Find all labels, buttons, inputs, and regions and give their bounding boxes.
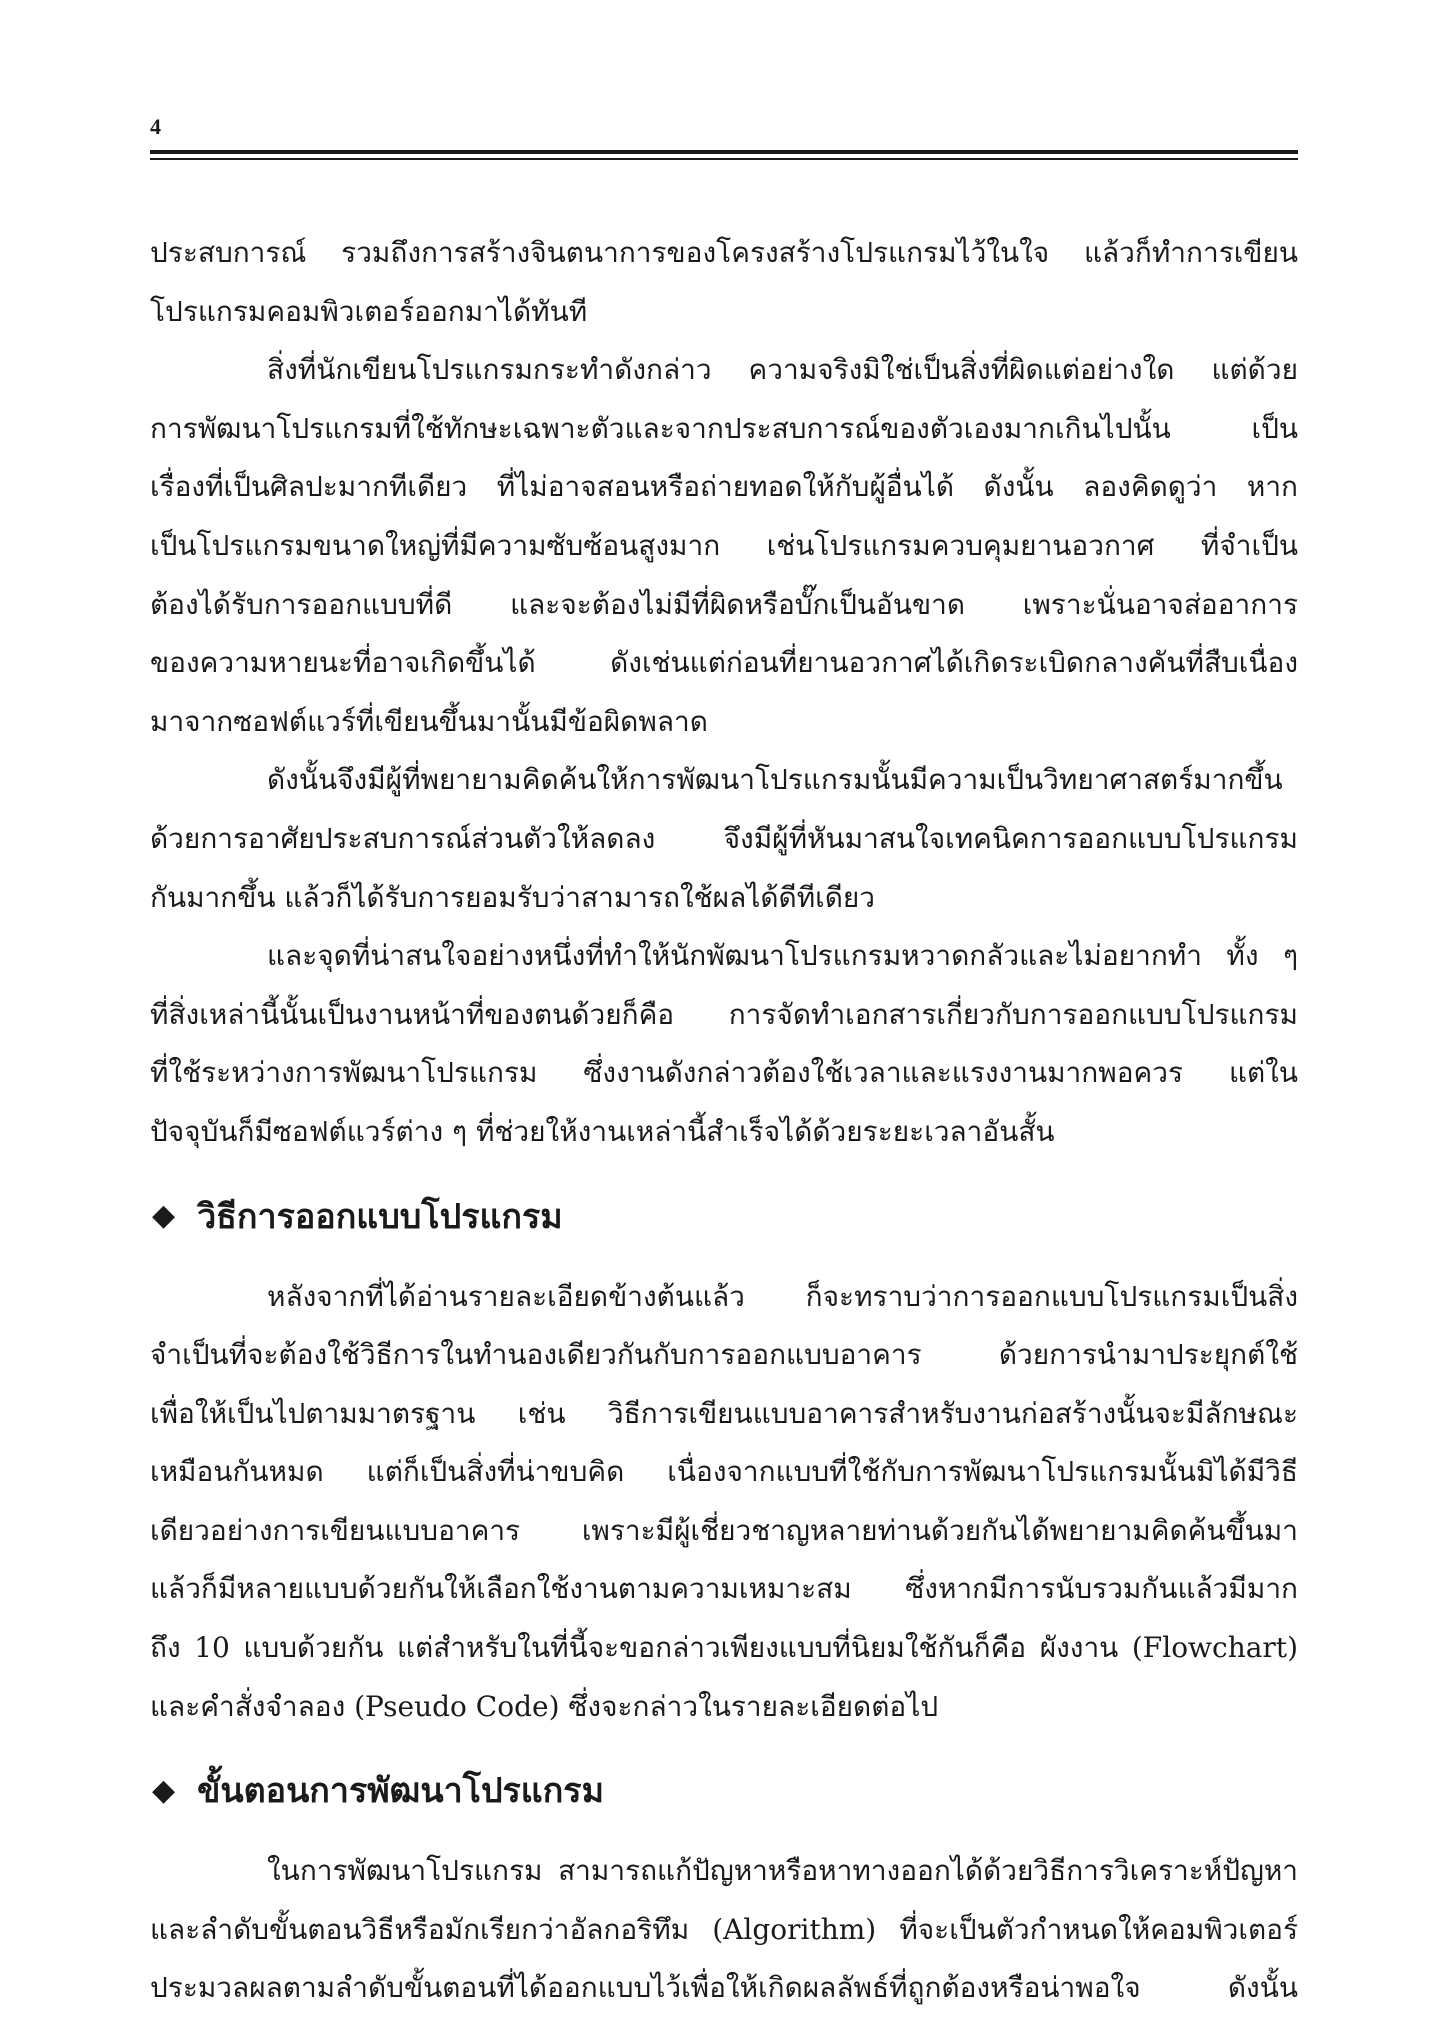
text-line: เป็นโปรแกรมขนาดใหญ่ที่มีความซับซ้อนสูงมาก เช่นโปรแกรมควบคุมยานอวกาศ ที่จำเป็น xyxy=(150,528,1298,562)
text-line: เรื่องที่เป็นศิลปะมากทีเดียว ที่ไม่อาจสอนหรือถ่ายทอดให้กับผู้อื่นได้ ดังนั้น ลองคิดดูว่า หาก xyxy=(150,470,1298,504)
text-line: และจุดที่น่าสนใจอย่างหนึ่งที่ทำให้นักพัฒนาโปรแกรมหวาดกลัวและไม่อยากทำ ทั้ง ๆ xyxy=(267,939,1298,973)
text-line: ประสบการณ์ รวมถึงการสร้างจินตนาการของโครงสร้างโปรแกรมไว้ในใจ แล้วก็ทำการเขียน xyxy=(150,236,1298,269)
text-line: สิ่งที่นักเขียนโปรแกรมกระทำดังกล่าว ความจริงมิใช่เป็นสิ่งที่ผิดแต่อย่างใด แต่ด้วย xyxy=(267,353,1298,387)
text-line: แล้วก็มีหลายแบบด้วยกันให้เลือกใช้งานตามความเหมาะสม ซึ่งหากมีการนับรวมกันแล้วมีมาก xyxy=(150,1572,1298,1606)
paragraph xyxy=(150,927,1298,1161)
text-line: ประมวลผลตามลำดับขั้นตอนที่ได้ออกแบบไว้เพื่อให้เกิดผลลัพธ์ที่ถูกต้องหรือน่าพอใจ ดังนั้น xyxy=(150,1971,1298,2005)
paragraph xyxy=(150,751,1298,927)
text-line: และลำดับขั้นตอนวิธีหรือมักเรียกว่าอัลกอริทึม (Algorithm) ที่จะเป็นตัวกำหนดให้คอมพิวเตอร์ xyxy=(150,1912,1298,1946)
text-line: เพื่อให้เป็นไปตามมาตรฐาน เช่น วิธีการเขียนแบบอาคารสำหรับงานก่อสร้างนั้นจะมีลักษณะ xyxy=(150,1396,1298,1430)
section-title: ขั้นตอนการพัฒนาโปรแกรม xyxy=(197,1771,604,1812)
text-line: ของความหายนะที่อาจเกิดขึ้นได้ ดังเช่นแต่ก่อนที่ยานอวกาศได้เกิดระเบิดกลางคันที่สืบเนื่อง xyxy=(150,646,1298,680)
text-line: ถึง 10 แบบด้วยกัน แต่สำหรับในที่นี้จะขอกล่าวเพียงแบบที่นิยมใช้กันก็คือ ผังงาน (Flowchart) xyxy=(150,1631,1298,1665)
text-line: ดังนั้นจึงมีผู้ที่พยายามคิดค้นให้การพัฒนาโปรแกรมนั้นมีความเป็นวิทยาศาสตร์มากขึ้น xyxy=(267,763,1283,797)
header-rule-thin xyxy=(150,158,1298,160)
paragraph xyxy=(150,341,1298,751)
page-number: 4 xyxy=(150,114,161,139)
paragraph xyxy=(150,1268,1298,1737)
text-line: จำเป็นที่จะต้องใช้วิธีการในทำนองเดียวกันกับการออกแบบอาคาร ด้วยการนำมาประยุกต์ใช้ xyxy=(150,1338,1298,1372)
text-line: ในการพัฒนาโปรแกรม สามารถแก้ปัญหาหรือหาทางออกได้ด้วยวิธีการวิเคราะห์ปัญหา xyxy=(267,1854,1298,1888)
section-heading-design xyxy=(150,1168,1298,1264)
page-content xyxy=(150,224,1298,2018)
text-line: ต้องได้รับการออกแบบที่ดี และจะต้องไม่มีที่ผิดหรือบั๊กเป็นอันขาด เพราะนั่นอาจส่ออาการ xyxy=(150,587,1298,621)
text-line: กันมากขึ้น แล้วก็ได้รับการยอมรับว่าสามารถใช้ผลได้ดีทีเดียว xyxy=(150,880,876,914)
text-line: ที่ใช้ระหว่างการพัฒนาโปรแกรม ซึ่งงานดังกล่าวต้องใช้เวลาและแรงงานมากพอควร แต่ใน xyxy=(150,1056,1298,1090)
section-heading-steps xyxy=(150,1742,1298,1838)
section-title: วิธีการออกแบบโปรแกรม xyxy=(197,1196,563,1237)
text-line: ปัจจุบันก็มีซอฟต์แวร์ต่าง ๆ ที่ช่วยให้งานเหล่านี้สำเร็จได้ด้วยระยะเวลาอันสั้น xyxy=(150,1114,1055,1148)
text-line: เดียวอย่างการเขียนแบบอาคาร เพราะมีผู้เชี่ยวชาญหลายท่านด้วยกันได้พยายามคิดค้นขึ้นมา xyxy=(150,1513,1298,1547)
paragraph xyxy=(150,1842,1298,2018)
text-line: มาจากซอฟต์แวร์ที่เขียนขึ้นมานั้นมีข้อผิดพลาด xyxy=(150,704,708,738)
text-line: หลังจากที่ได้อ่านรายละเอียดข้างต้นแล้ว ก็จะทราบว่าการออกแบบโปรแกรมเป็นสิ่ง xyxy=(267,1279,1298,1313)
text-line: และคำสั่งจำลอง (Pseudo Code) ซึ่งจะกล่าวในรายละเอียดต่อไป xyxy=(150,1689,939,1723)
header-rule-thick xyxy=(150,150,1298,154)
text-line: โปรแกรมคอมพิวเตอร์ออกมาได้ทันที xyxy=(150,294,588,328)
paragraph xyxy=(150,224,1298,341)
diamond-bullet-icon: ◆ xyxy=(152,1772,176,1808)
text-line: เหมือนกันหมด แต่ก็เป็นสิ่งที่น่าขบคิด เนื่องจากแบบที่ใช้กับการพัฒนาโปรแกรมนั้นมิได้มีวิธี xyxy=(150,1455,1298,1489)
diamond-bullet-icon: ◆ xyxy=(152,1198,176,1233)
text-line: การพัฒนาโปรแกรมที่ใช้ทักษะเฉพาะตัวและจากประสบการณ์ของตัวเองมากเกินไปนั้น เป็น xyxy=(150,411,1298,445)
text-line: ด้วยการอาศัยประสบการณ์ส่วนตัวให้ลดลง จึงมีผู้ที่หันมาสนใจเทคนิคการออกแบบโปรแกรม xyxy=(150,821,1298,855)
text-line: ที่สิ่งเหล่านี้นั้นเป็นงานหน้าที่ของตนด้วยก็คือ การจัดทำเอกสารเกี่ยวกับการออกแบบโปรแกรม xyxy=(150,997,1298,1031)
